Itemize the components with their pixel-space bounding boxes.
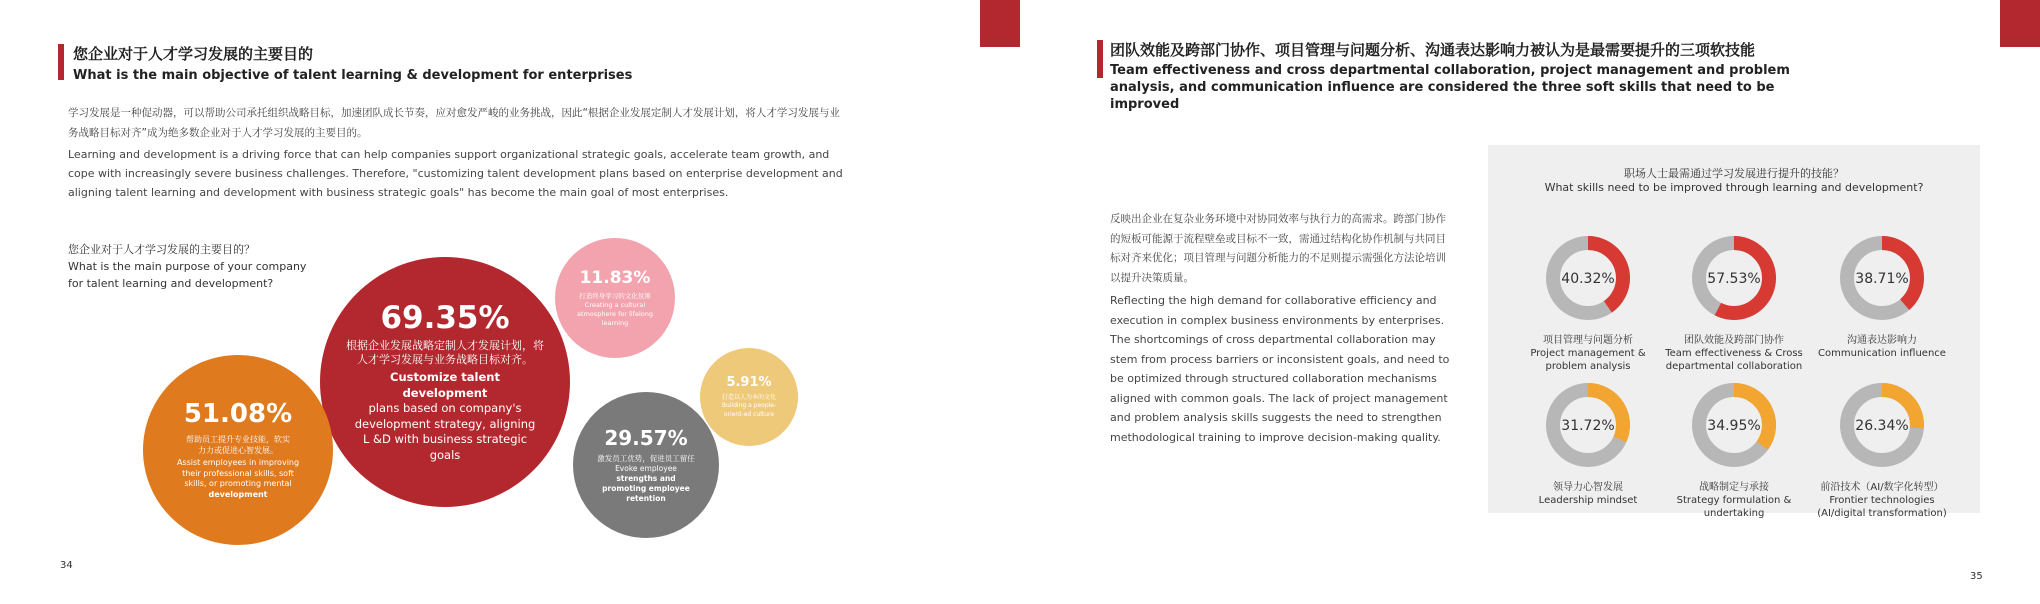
title-accent-bar (1097, 40, 1103, 78)
donut-chart (1834, 377, 1930, 473)
bubble-text-en: Building a people-orient-ed culture (721, 402, 777, 418)
donut-category-en: Communication influence (1818, 348, 1946, 359)
bubble-text-en: Evoke employee (615, 463, 677, 473)
bubble-employee-retention (573, 392, 719, 538)
panel-question-cn: 职场人士最需通过学习发展进行提升的技能？ (1624, 167, 1844, 180)
donut-chart (1540, 377, 1636, 473)
bubble-text-en-strong: development (208, 490, 268, 500)
bubble-customize-talent (320, 257, 570, 507)
bubble-text-cn: 激发员工优势，促进员工留任 (597, 453, 695, 463)
survey-question (68, 241, 308, 292)
donut-chart-item (1660, 230, 1808, 373)
body-paragraph-en: Reflecting the high demand for collaborative efficiency and execution in complex business environments by enterprises. The shortcomings of cross departmental collaboration may stem from process barriers or inconsistent goals, and need to be optimized through structured collaboration mechanisms aligned with common goals. The lack of project management and problem analysis skills suggests the need to strengthen methodological training to improve decision-making quality. (1110, 294, 1450, 444)
body-paragraph-cn: 反映出企业在复杂业务环境中对协同效率与执行力的高需求。跨部门协作的短板可能源于流程壁垒或目标不一致，需通过结构化协作机制与共同目标对齐来优化；项目管理与问题分析能力的不足则提示需强化方法论培训以提升决策质量。 (1110, 213, 1446, 284)
intro-paragraph-cn: 学习发展是一种促动器，可以帮助公司承托组织战略目标，加速团队成长节奏，应对愈发严峻的业务挑战，因此“根据企业发展定制人才发展计划，将人才学习发展与业务战略目标对齐”成为绝多数企业对于人才学习发展的主要目的。 (68, 107, 840, 139)
donut-category-en: Project management & problem analysis (1530, 348, 1646, 372)
donut-category-en: Team effectiveness & Cross departmental collaboration (1665, 348, 1803, 372)
donut-value-label: 26.34% (1855, 418, 1909, 434)
donut-category-cn: 战略制定与承接 (1699, 482, 1769, 493)
intro-paragraph-en: Learning and development is a driving force that can help companies support organizational strategic goals, accelerate team growth, and cope with increasingly severe business challenges. Therefore, "customizing talent development plans based on enterprise development and aligning talent learning and development with business strategic goals" has become the main goal of most enterprises. (68, 148, 843, 199)
bubble-text-en: Assist employees in improving their professional skills, soft skills, or promoting mental (176, 457, 300, 489)
donut-category-cn: 项目管理与问题分析 (1543, 335, 1633, 346)
bubble-employee-skills (143, 355, 333, 545)
panel-question-en: What skills need to be improved through learning and development? (1544, 181, 1924, 194)
page-number: 34 (60, 560, 73, 571)
bubble-text-cn: 帮助员工提升专业技能，软实力力或促进心智发展。 (186, 435, 290, 455)
bubble-percentage: 5.91% (726, 375, 772, 391)
donut-category-label (1808, 481, 1956, 520)
donut-category-label (1514, 481, 1662, 507)
page-title-en: Team effectiveness and cross departmental collaboration, project management and problem analysis, and communication influence are considered the three soft skills that need to be improved (1110, 63, 1790, 112)
bubble-text-cn: 根据企业发展战略定制人才发展计划，将人才学习发展与业务战略目标对齐。 (346, 338, 544, 367)
bubble-percentage: 29.57% (604, 425, 688, 450)
page-title-cn: 团队效能及跨部门协作、项目管理与问题分析、沟通表达影响力被认为是最需要提升的三项软技能 (1110, 41, 1756, 59)
donut-value-label: 40.32% (1561, 271, 1615, 287)
bubble-percentage: 51.08% (183, 399, 293, 430)
donut-category-en: Strategy formulation & undertaking (1676, 495, 1792, 519)
donut-category-en: Frontier technologies (AI/digital transformation) (1817, 495, 1947, 519)
title-accent-bar (58, 44, 64, 80)
bubble-text-cn: 打造终身学习的文化氛围 (579, 292, 651, 301)
donut-category-cn: 团队效能及跨部门协作 (1684, 335, 1784, 346)
donut-chart (1686, 377, 1782, 473)
bubble-percentage: 11.83% (579, 268, 651, 289)
donut-chart (1686, 230, 1782, 326)
bubble-text-en: Creating a cultural atmosphere for lifelong learning (577, 301, 653, 327)
donut-value-label: 31.72% (1561, 418, 1615, 434)
donut-chart-item (1514, 377, 1662, 507)
donut-value-label: 38.71% (1855, 271, 1909, 287)
donut-category-cn: 前沿技术（AI/数字化转型） (1820, 482, 1944, 493)
donut-chart (1834, 230, 1930, 326)
skills-chart-panel (1488, 145, 1980, 519)
survey-question-en: What is the main purpose of your company for talent learning and development? (68, 260, 307, 290)
bubble-text-cn: 打造以人为本的文化 (721, 394, 776, 402)
donut-category-label (1660, 481, 1808, 520)
corner-accent-block (2000, 0, 2040, 47)
survey-question-cn: 您企业对于人才学习发展的主要目的？ (68, 243, 255, 256)
donut-category-label (1660, 334, 1808, 373)
bubble-text-en-strong: Customize talent development (390, 370, 500, 400)
bubble-text-en: plans based on company's development strategy, aligning L &D with business strategic goals (354, 401, 536, 462)
page-title-en: What is the main objective of talent learning & development for enterprises (73, 68, 633, 83)
bubble-text-en-strong: strengths and promoting employee retention (602, 473, 690, 504)
donut-chart-item (1808, 230, 1956, 360)
bubble-people-oriented (700, 348, 798, 446)
donut-value-label: 57.53% (1707, 271, 1761, 287)
bubble-learning-culture (555, 238, 675, 358)
donut-category-label (1514, 334, 1662, 373)
donut-category-label (1808, 334, 1956, 360)
donut-category-cn: 领导力心智发展 (1553, 482, 1623, 493)
donut-category-en: Leadership mindset (1538, 495, 1638, 506)
donut-chart-item (1660, 377, 1808, 520)
donut-chart-item (1514, 230, 1662, 373)
panel-question (1488, 167, 1980, 195)
donut-chart-item (1808, 377, 1956, 520)
donut-category-cn: 沟通表达影响力 (1847, 335, 1917, 346)
donut-chart (1540, 230, 1636, 326)
donut-value-label: 34.95% (1707, 418, 1761, 434)
page-number: 35 (1970, 571, 1983, 582)
corner-accent-block (980, 0, 1020, 47)
page-title-cn: 您企业对于人才学习发展的主要目的 (73, 45, 314, 63)
bubble-percentage: 69.35% (380, 299, 510, 336)
